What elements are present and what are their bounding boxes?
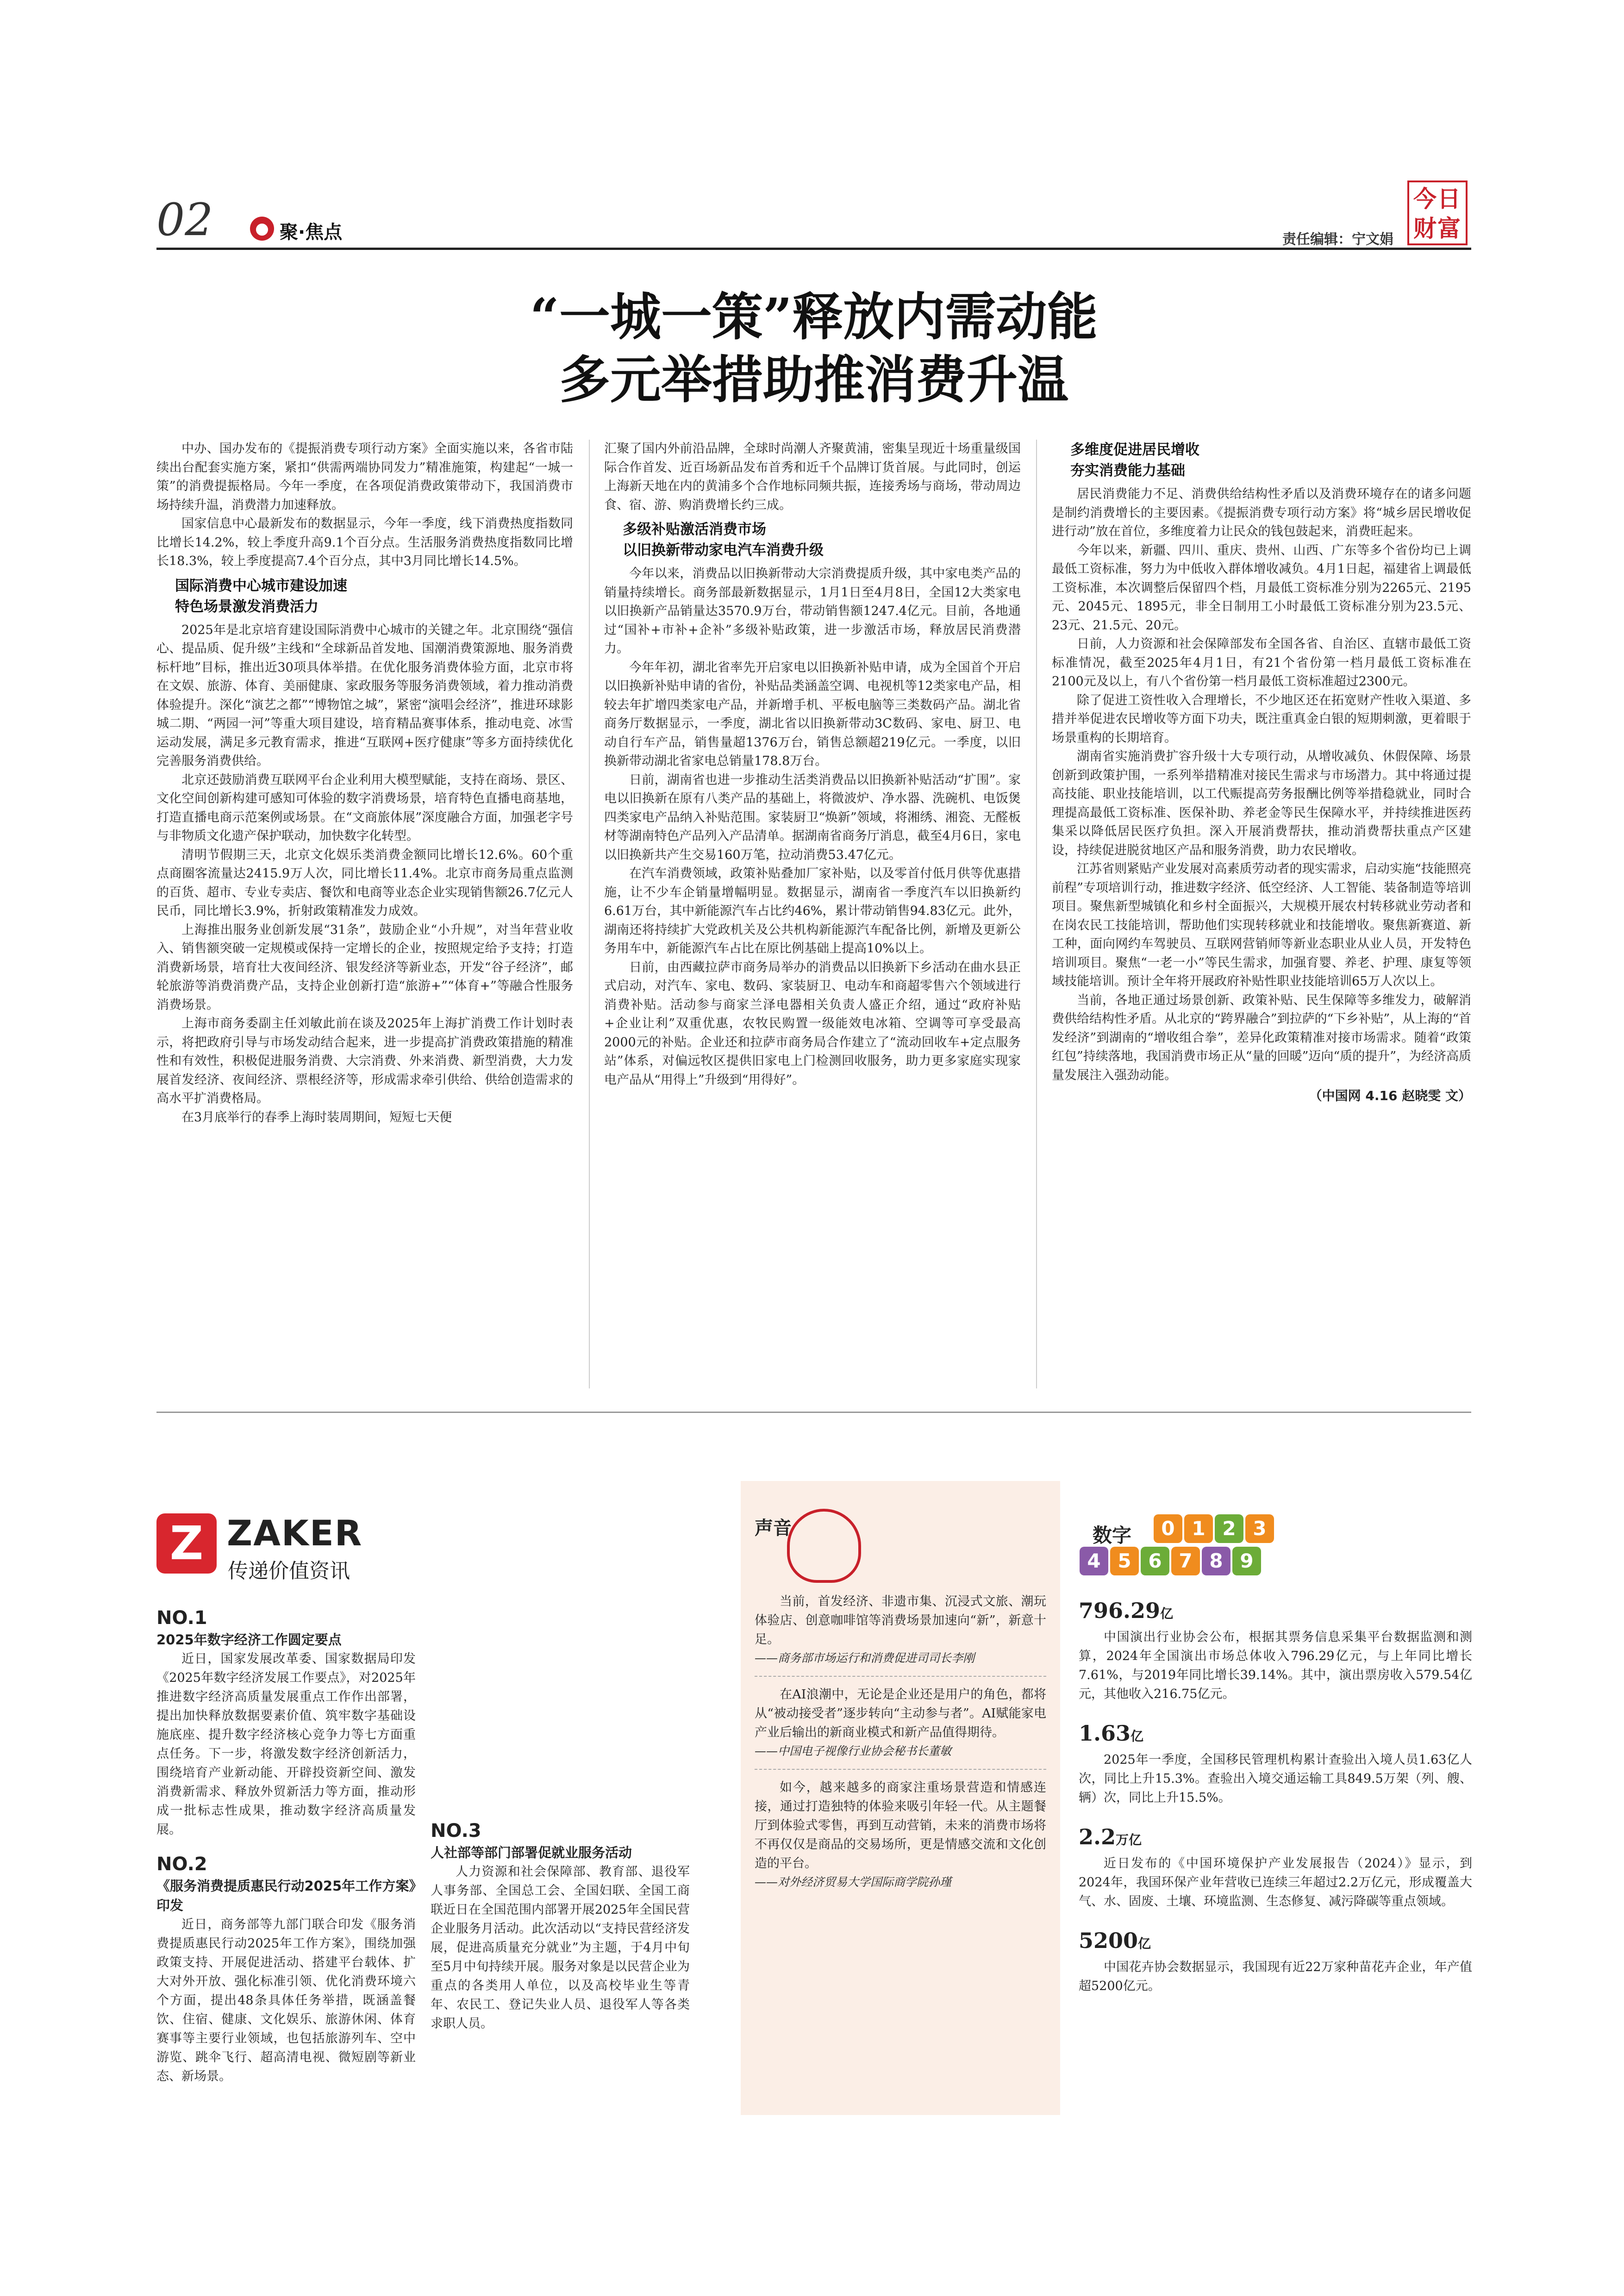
figure-value: 5200: [1079, 1928, 1138, 1953]
subheading-line: 特色场景激发消费活力: [175, 598, 319, 615]
paragraph: 日前，人力资源和社会保障部发布全国各省、自治区、直辖市最低工资标准情况，截至2025年4月1日，有21个省份第一档月最低工资标准在2100元及以上，有八个省份第一档月最低工资标准超过2300元。: [1052, 637, 1471, 689]
zaker-column-right: [431, 1606, 690, 2033]
digit-tile: 5: [1110, 1547, 1139, 1575]
header-rule: [156, 248, 1471, 250]
number-body: 2025年一季度，全国移民管理机构累计查验出入境人员1.63亿人次，同比上升15.3%。查验出入境交通运输工具849.5万架（列、艘、辆）次，同比上升15.5%。: [1079, 1753, 1472, 1805]
digit-tile: 2: [1215, 1514, 1243, 1543]
digit-tiles: [1153, 1513, 1347, 1544]
paragraph: 今年年初，湖北省率先开启家电以旧换新补贴申请，成为全国首个开启以旧换新补贴申请的省份，补贴品类涵盖空调、电视机等12类家电产品，相较去年扩增四类家电产品，并新增手机、平板电脑等三类数码产品。湖北省商务厅数据显示，一季度，湖北省以旧换新带动3C数码、家电、厨卫、电动自行车产品，销售量超1376万台，销售总额超219亿元。一季度，以旧换新带动湖北省家电总销量178.8万台。: [604, 660, 1021, 768]
digit-tile: 6: [1141, 1547, 1169, 1575]
paragraph: 江苏省则紧贴产业发展对高素质劳动者的现实需求，启动实施“技能照亮前程”专项培训行动，推进数字经济、低空经济、人工智能、装备制造等培训项目。聚焦新型城镇化和乡村全面振兴，大规模开展农村转移就业劳动者和在岗农民工技能培训，帮助他们实现转移就业和技能增收。聚焦新赛道、新工种，面向网约车驾驶员、互联网营销师等新业态职业从业人员，开发特色培训项目。聚焦“一老一小”等民生需求，加强育婴、养老、护理、康复等领域技能培训。预计全年将开展政府补贴性职业技能培训65万人次以上。: [1052, 862, 1471, 989]
subheading-line: 多维度促进居民增收: [1070, 442, 1199, 458]
column-divider: [1036, 440, 1037, 1388]
news-number: NO.3: [431, 1820, 481, 1842]
section-rule: [156, 1412, 1471, 1413]
number-body: 中国花卉协会数据显示，我国现有近22万家种苗花卉企业，年产值超5200亿元。: [1079, 1960, 1472, 1993]
subheading-line: 多级补贴激活消费市场: [623, 521, 766, 538]
digit-tile: 8: [1202, 1547, 1230, 1575]
figure-unit: 亿: [1138, 1936, 1151, 1951]
zaker-tagline: 传递价值资讯: [228, 1559, 350, 1583]
article-source: （中国网 4.16 赵晓雯 文）: [1309, 1088, 1471, 1103]
digit-tile: 1: [1184, 1514, 1213, 1543]
zaker-logo-mark: Z: [156, 1513, 217, 1574]
news-number: NO.2: [156, 1854, 207, 1875]
editor-credit: 责任编辑：宁文娟: [1282, 231, 1393, 248]
news-body: 近日，商务部等九部门联合印发《服务消费提质惠民行动2025年工作方案》，围绕加强政策支持、开展促进活动、搭建平台载体、扩大对外开放、强化标准引领、优化消费环境六个方面，提出48条具体任务举措，既涵盖餐饮、住宿、健康、文化娱乐、旅游休闲、体育赛事等主要行业领域，也包括旅游列车、空中游览、跳伞飞行、超高清电视、微短剧等新业态、新场景。: [156, 1917, 416, 2084]
brand-logo: 今日财富: [1407, 180, 1468, 245]
digit-tiles: [1079, 1546, 1338, 1576]
subheading: [623, 519, 1021, 561]
paragraph: 2025年是北京培育建设国际消费中心城市的关键之年。北京围绕“强信心、提品质、促升级”主线和“全球新品首发地、国潮消费策源地、服务消费标杆地”目标，推出近30项具体举措。在优化服务消费体验方面，北京市将在文娱、旅游、体育、美丽健康、家政服务等服务消费领域，着力推动消费体验提升。深化“演艺之都”“博物馆之城”，紧密“演唱会经济”，推进环球影城二期、“两园一河”等重大项目建设，培育精品赛事体系，推动电竞、冰雪运动发展，满足多元教育需求，推进“互联网+医疗健康”等多方面持续优化完善服务消费供给。: [156, 622, 573, 768]
news-title: 人社部等部门部署促就业服务活动: [431, 1845, 632, 1860]
digit-tile: 0: [1154, 1514, 1182, 1543]
paragraph: 汇聚了国内外前沿品牌，全球时尚潮人齐聚黄浦，密集呈现近十场重量级国际合作首发、近百场新品发布首秀和近千个品牌订货首展。与此同时，创运上海新天地在内的黄浦多个合作地标同频共振，连接秀场与商场，带动周边食、宿、游、购消费增长约三成。: [604, 442, 1021, 512]
paragraph: 上海推出服务业创新发展“31条”，鼓励企业“小升规”，对当年营业收入、销售额突破一定规模或保持一定增长的企业，按照规定给予支持；打造消费新场景，培育壮大夜间经济、银发经济等新业态，开发“谷子经济”，邮轮旅游等消费消费产品，支持企业创新打造“旅游+”“体育+”等融合性服务消费场景。: [156, 922, 573, 1012]
paragraph: 中办、国办发布的《提振消费专项行动方案》全面实施以来，各省市陆续出台配套实施方案，紧扣“供需两端协同发力”精准施策，构建起“一城一策”的消费提振格局。今年一季度，在各项促消费政策带动下，我国消费市场持续升温，消费潜力加速释放。: [156, 442, 573, 512]
quote-text: 如今，越来越多的商家注重场景营造和情感连接，通过打造独特的体验来吸引年轻一代。从主题餐厅到体验式零售，再到互动营销，未来的消费市场将不再仅仅是商品的交易场所，更是情感交流和文化创造的平台。: [755, 1780, 1046, 1871]
subheading-line: 以旧换新带动家电汽车消费升级: [623, 542, 824, 559]
news-body: 人力资源和社会保障部、教育部、退役军人事务部、全国总工会、全国妇联、全国工商联近日在全国范围内部署开展2025年全国民营企业服务月活动。此次活动以“支持民营经济发展，促进高质量充分就业”为主题，于4月中旬至5月中旬持续开展。服务对象是以民营企业为重点的各类用人单位，以及高校毕业生等青年、农民工、登记失业人员、退役军人等各类求职人员。: [431, 1865, 690, 2031]
paragraph: 清明节假期三天，北京文化娱乐类消费金额同比增长12.6%。60个重点商圈客流量达2415.9万人次，同比增长11.4%。北京市商务局重点监测的百货、超市、专业专卖店、餐饮和电商等业态企业实现销售额26.7亿元人民币，同比增长3.9%，折射政策精准发力成效。: [156, 847, 573, 918]
paragraph: 今年以来，消费品以旧换新带动大宗消费提质升级，其中家电类产品的销量持续增长。商务部最新数据显示，1月1日至4月8日，全国12大类家电以旧换新产品销量达3570.9万台，带动销售额1247.4亿元。目前，各地通过“国补+市补+企补”多级补贴政策，进一步激活市场，释放居民消费潜力。: [604, 566, 1021, 656]
page-number: 02: [156, 194, 213, 246]
quote-attribution: ——中国电子视像行业协会秘书长董敏: [755, 1744, 952, 1758]
zaker-logo-text: ZAKER: [227, 1512, 363, 1554]
paragraph: 在3月底举行的春季上海时装周期间，短短七天便: [181, 1110, 452, 1125]
paragraph: 居民消费能力不足、消费供给结构性矛盾以及消费环境存在的诸多问题是制约消费增长的主要因素。《提振消费专项行动方案》将“城乡居民增收促进行动”放在首位，多维度着力让民众的钱包鼓起来，消费旺起来。: [1052, 487, 1471, 539]
digit-tile: 7: [1171, 1547, 1200, 1575]
news-title: 《服务消费提质惠民行动2025年工作方案》印发: [156, 1878, 416, 1913]
figure-value: 2.2: [1079, 1824, 1116, 1849]
figure-unit: 亿: [1160, 1606, 1174, 1621]
quote-attribution: ——商务部市场运行和消费促进司司长李刚: [755, 1651, 975, 1665]
paragraph: 日前，由西藏拉萨市商务局举办的消费品以旧换新下乡活动在曲水县正式启动，对汽车、家电、数码、家装厨卫、电动车和商超零售六个领域进行消费补贴。活动参与商家兰泽电器相关负责人盛正介绍，通过“政府补贴+企业让利”双重优惠，农牧民购置一级能效电冰箱、空调等可享受最高2000元的补贴。企业还和拉萨市商务局合作建立了“流动回收车+定点服务站”体系，对偏远牧区提供旧家电上门检测回收服务，助力更多家庭实现家电产品从“用得上”升级到“用得好”。: [604, 960, 1021, 1087]
article-column-3: [1052, 440, 1471, 1106]
figure-unit: 亿: [1131, 1729, 1144, 1744]
number-figure: [1079, 1597, 1472, 1628]
quote-divider: [755, 1676, 1046, 1677]
paragraph: 北京还鼓励消费互联网平台企业利用大模型赋能，支持在商场、景区、文化空间创新构建可感知可体验的数字消费场景，培育特色直播电商基地，打造直播电商示范案例或场景。在“文商旅体展”深度融合方面，加强老字号与非物质文化遗产保护联动，加快数字化转型。: [156, 772, 573, 843]
column-divider: [589, 440, 590, 1388]
news-body: 近日，国家发展改革委、国家数据局印发《2025年数字经济发展工作要点》，对2025年推进数字经济高质量发展重点工作作出部署，提出加快释放数据要素价值、筑牢数字基础设施底座、提升数字经济核心竞争力等七方面重点任务。下一步，将激发数字经济创新活力，围绕培育产业新动能、开辟投资新空间、激发消费新需求、释放外贸新活力等方面，推动形成一批标志性成果，推动数字经济高质量发展。: [156, 1652, 416, 1837]
subheading: [175, 576, 573, 617]
paragraph: 上海市商务委副主任刘敏此前在谈及2025年上海扩消费工作计划时表示，将把政府引导与市场发动结合起来，进一步提高扩消费政策措施的精准性和有效性，积极促进服务消费、大宗消费、外来消费、新型消费，大力发展首发经济、夜间经济、票根经济等，形成需求牵引供给、供给创造需求的高水平扩消费格局。: [156, 1016, 573, 1106]
zaker-column-left: [156, 1606, 416, 2084]
news-number: NO.1: [156, 1607, 207, 1629]
number-body: 中国演出行业协会公布，根据其票务信息采集平台数据监测和测算，2024年全国演出市场总体收入796.29亿元，与上年同比增长7.61%，与2019年同比增长39.14%。其中，演出票房收入579.54亿元，其他收入216.75亿元。: [1079, 1630, 1472, 1701]
subheading: [1070, 440, 1471, 481]
paragraph: 国家信息中心最新发布的数据显示，今年一季度，线下消费热度指数同比增长14.2%，较上季度升高9.1个百分点。生活服务消费热度指数同比增长18.3%，较上季度提高7.4个百分点，其中3月同比增长14.5%。: [156, 516, 573, 568]
digit-tile: 4: [1080, 1547, 1108, 1575]
news-title: 2025年数字经济工作圆定要点: [156, 1632, 342, 1648]
voice-title: 声音: [755, 1518, 792, 1539]
digit-tile: 9: [1232, 1547, 1261, 1575]
quote-text: 在AI浪潮中，无论是企业还是用户的角色，都将从“被动接受者”逐步转向“主动参与者”。AI赋能家电产业后输出的新商业模式和新产品值得期待。: [755, 1687, 1046, 1740]
subheading-line: 夯实消费能力基础: [1070, 462, 1185, 479]
quote-text: 当前，首发经济、非遗市集、沉浸式文旅、潮玩体验店、创意咖啡馆等消费场景加速向“新”，新意十足。: [755, 1594, 1046, 1647]
figure-unit: 万亿: [1116, 1832, 1142, 1848]
paragraph: 当前，各地正通过场景创新、政策补贴、民生保障等多维发力，破解消费供给结构性矛盾。从北京的“跨界融合”到拉萨的“下乡补贴”，从上海的“首发经济”到湖南的“增收组合拳”，差异化政策精准对接市场需求。随着“政策红包”持续落地，我国消费市场正从“量的回暖”迈向“质的提升”，为经济高质量发展注入强劲动能。: [1052, 993, 1472, 1083]
paragraph: 日前，湖南省也进一步推动生活类消费品以旧换新补贴活动“扩围”。家电以旧换新在原有八类产品的基础上，将微波炉、净水器、洗碗机、电饭煲四类家电产品纳入补贴范围。家装厨卫“焕新”领域，将湘绣、湘瓷、无醛板材等湖南特色产品列入产品清单。据湖南省商务厅消息，截至4月6日，家电以旧换新共产生交易160万笔，拉动消费53.47亿元。: [604, 772, 1021, 862]
headline-line-2: 多元举措助推消费升温: [559, 350, 1068, 410]
article-column-2: [604, 440, 1021, 1089]
paragraph: 今年以来，新疆、四川、重庆、贵州、山西、广东等多个省份均已上调最低工资标准，努力为中低收入群体增收减负。4月1日起，福建省上调最低工资标准，本次调整后保留四个档，月最低工资标准分别为2265元、2195元、2045元、1895元，非全日制用工小时最低工资标准分别为23.5元、23元、21.5元、20元。: [1052, 543, 1471, 633]
ear-icon: [787, 1509, 861, 1583]
numbers-list: [1079, 1597, 1472, 1996]
digit-tile: 3: [1245, 1514, 1274, 1543]
headline-line-1: “一城一策”释放内需动能: [530, 287, 1098, 347]
headline: [156, 287, 1471, 410]
quote-divider: [755, 1769, 1046, 1770]
number-figure: [1079, 1719, 1472, 1750]
figure-value: 796.29: [1079, 1598, 1161, 1623]
quote-attribution: ——对外经济贸易大学国际商学院孙瑾: [755, 1875, 952, 1889]
voice-quotes: [755, 1592, 1046, 1892]
paragraph: 除了促进工资性收入合理增长，不少地区还在拓宽财产性收入渠道、多措并举促进农民增收等方面下功夫，既注重真金白银的短期刺激，更着眼于场景重构的长期培育。: [1052, 693, 1471, 745]
article-column-1: [156, 440, 573, 1127]
subheading-line: 国际消费中心城市建设加速: [175, 577, 347, 594]
figure-value: 1.63: [1079, 1721, 1131, 1746]
numbers-title: 数字: [1093, 1524, 1132, 1547]
section-icon: ●: [250, 217, 274, 241]
section-label: 聚·焦点: [280, 222, 343, 243]
number-body: 近日发布的《中国环境保护产业发展报告（2024）》显示，到2024年，我国环保产业年营收已连续三年超过2.2万亿元，形成覆盖大气、水、固废、土壤、环境监测、生态修复、减污降碳等重点领域。: [1079, 1856, 1472, 1909]
paragraph: 在汽车消费领域，政策补贴叠加厂家补贴，以及零首付低月供等优惠措施，让不少车企销量增幅明显。数据显示，湖南省一季度汽车以旧换新约6.61万台，其中新能源汽车占比约46%，累计带动销售94.83亿元。此外，湖南还将持续扩大党政机关及公共机构新能源汽车配备比例，新增及更新公务用车中，新能源汽车占比在原比例基础上提高10%以上。: [604, 866, 1021, 956]
paragraph: 湖南省实施消费扩容升级十大专项行动，从增收减负、休假保障、场景创新到政策护围，一系列举措精准对接民生需求与市场潜力。其中将通过提高技能、职业技能培训，以工代赈提高劳务报酬比例等举措稳就业，同时合理提高最低工资标准、医保补助、养老金等民生保障水平，并持续推进医药集采以降低居民医疗负担。深入开展消费帮扶，推动消费帮扶重点产区建设，持续促进脱贫地区产品和服务消费，助力农民增收。: [1052, 749, 1471, 858]
number-figure: [1079, 1823, 1472, 1854]
number-figure: [1079, 1927, 1472, 1958]
